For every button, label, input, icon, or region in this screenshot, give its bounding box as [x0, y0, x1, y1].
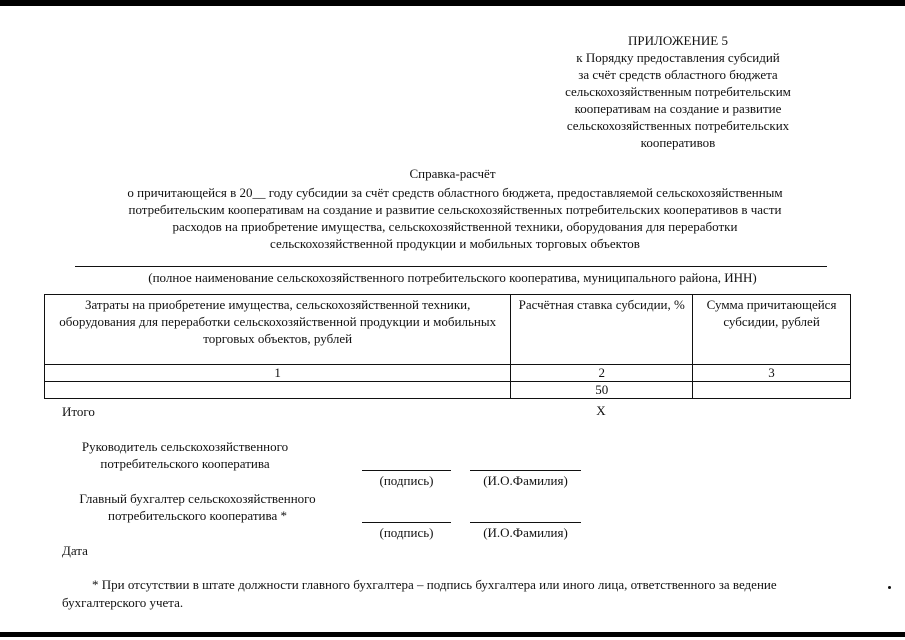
annex-line: сельскохозяйственных потребительских — [566, 118, 790, 133]
date-label: Дата — [62, 543, 88, 558]
accountant-signature-line — [362, 522, 451, 523]
description-line: о причитающейся в 20__ году субсидии за счёт средств областного бюджета, предоставляемой сельскохозяйственным — [127, 185, 783, 200]
head-signature-line — [362, 470, 451, 471]
subsidy-table — [44, 294, 851, 399]
annex-block — [540, 32, 816, 151]
cell-rate: 50 — [511, 382, 693, 399]
accountant-role — [50, 490, 345, 524]
header-rate: Расчётная ставка субсидии, % — [511, 295, 693, 365]
document-title: Справка-расчёт — [409, 166, 496, 181]
column-number: 1 — [45, 365, 511, 382]
header-costs: Затраты на приобретение имущества, сельскохозяйственной техники, оборудования для переработки сельскохозяйственной продукции и мобильных торговых объектов, рублей — [45, 295, 511, 365]
head-name-line — [470, 470, 581, 471]
accountant-signature-caption: (подпись) — [379, 525, 434, 540]
name-fill-line — [75, 266, 827, 267]
column-number: 2 — [511, 365, 693, 382]
cell-costs — [45, 382, 511, 399]
annex-line: сельскохозяйственным потребительским — [565, 84, 791, 99]
accountant-role-line: потребительского кооператива * — [108, 508, 287, 523]
annex-title: ПРИЛОЖЕНИЕ 5 — [628, 33, 728, 48]
annex-line: за счёт средств областного бюджета — [578, 67, 778, 82]
total-rate-mark: Х — [596, 403, 606, 418]
table-row-data — [45, 382, 851, 399]
head-role — [50, 438, 320, 472]
annex-line: кооперативам на создание и развитие — [574, 101, 782, 116]
head-role-line: Руководитель сельскохозяйственного — [81, 439, 289, 454]
head-role-line: потребительского кооператива — [100, 456, 270, 471]
total-label: Итого — [62, 404, 95, 419]
description-line: сельскохозяйственной продукции и мобильных торговых объектов — [270, 236, 640, 251]
accountant-name-caption: (И.О.Фамилия) — [483, 525, 568, 540]
annex-line: кооперативов — [640, 135, 716, 150]
name-caption: (полное наименование сельскохозяйственного потребительского кооператива, муниципального района, ИНН) — [148, 270, 757, 285]
speck-mark — [888, 586, 891, 589]
bottom-border — [0, 632, 905, 637]
column-number: 3 — [693, 365, 851, 382]
top-border — [0, 0, 905, 6]
footnote: * При отсутствии в штате должности главного бухгалтера – подпись бухгалтера или иного лица, ответственного за ведение бухгалтерского учета. — [62, 577, 777, 610]
table-row-column-numbers — [45, 365, 851, 382]
document-description — [60, 184, 850, 252]
head-signature-caption: (подпись) — [379, 473, 434, 488]
table-header-row — [45, 295, 851, 365]
description-line: расходов на приобретение имущества, сельскохозяйственной техники, оборудования для переработки — [172, 219, 738, 234]
accountant-name-line — [470, 522, 581, 523]
description-line: потребительским кооперативам на создание и развитие сельскохозяйственных потребительских кооперативов в части — [128, 202, 782, 217]
annex-line: к Порядку предоставления субсидий — [576, 50, 780, 65]
head-name-caption: (И.О.Фамилия) — [483, 473, 568, 488]
cell-amount — [693, 382, 851, 399]
accountant-role-line: Главный бухгалтер сельскохозяйственного — [79, 491, 316, 506]
header-amount: Сумма причитающейся субсидии, рублей — [693, 295, 851, 365]
